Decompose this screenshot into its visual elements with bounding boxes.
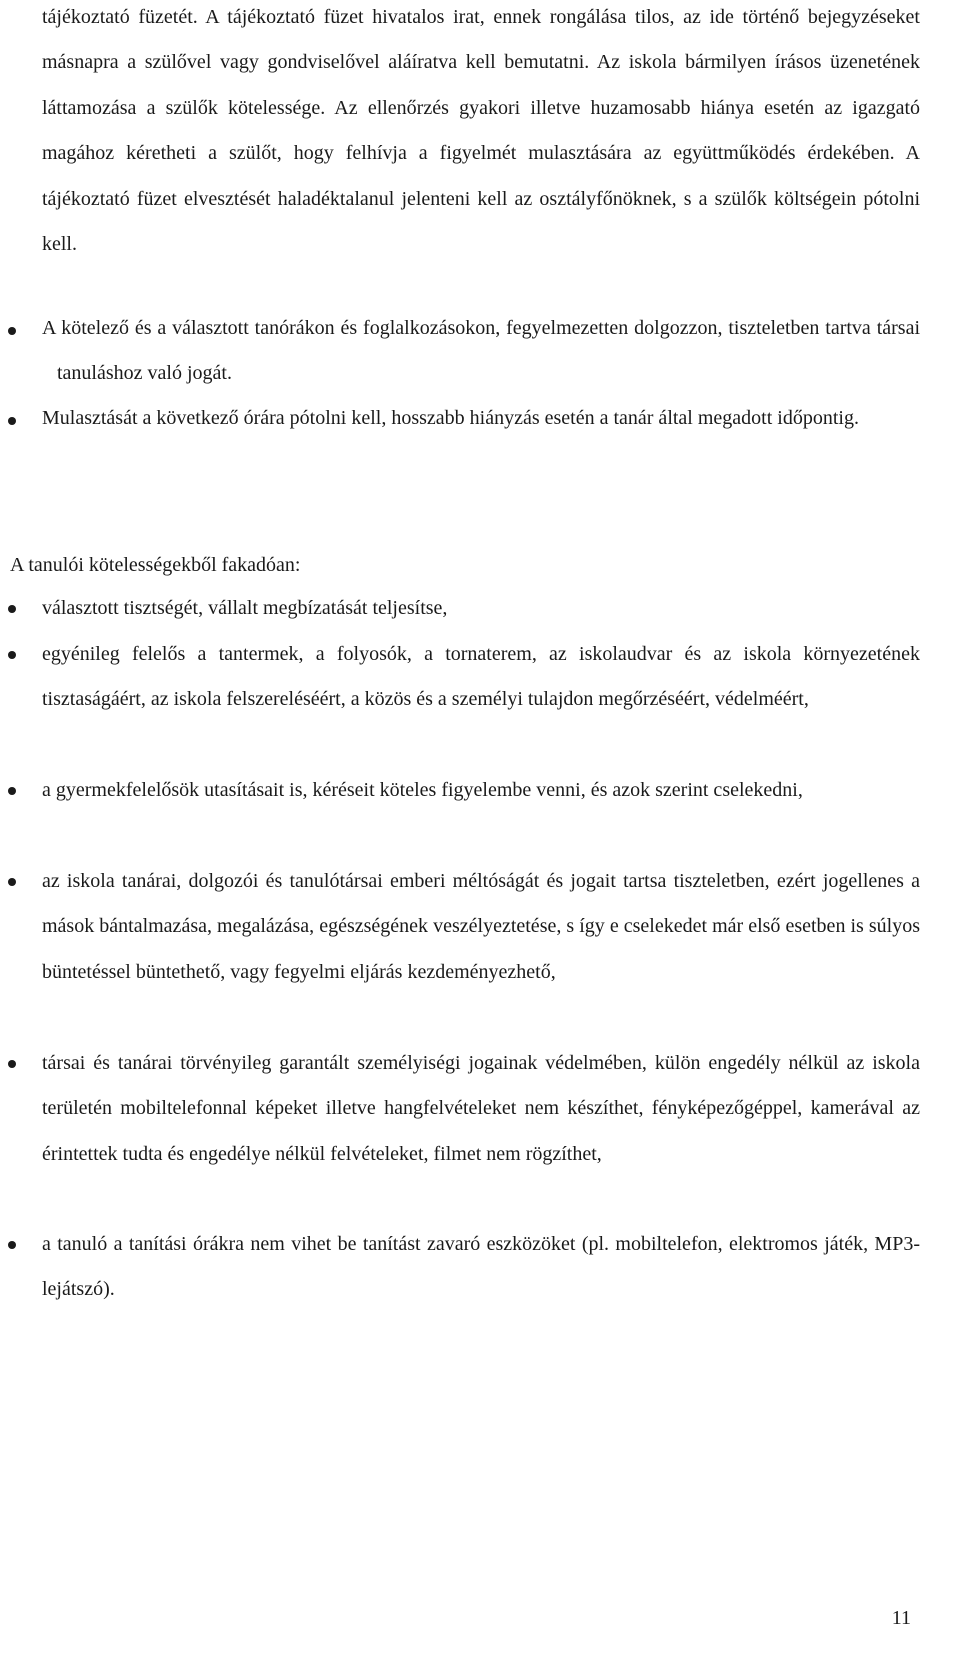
list-item-text: a tanuló a tanítási órákra nem vihet be tanítást zavaró eszközöket (pl. mobiltelefon, elektromos játék, MP3-lejátszó). [42, 1233, 920, 1301]
bullet-icon [8, 878, 16, 886]
bullet-icon [8, 417, 16, 425]
bullet-icon [8, 1241, 16, 1249]
list-item-text: választott tisztségét, vállalt megbízatását teljesítse, [42, 597, 448, 619]
list-item-text: Mulasztását a következő órára pótolni kell, hosszabb hiányzás esetén a tanár által megadott időpontig. [42, 407, 859, 429]
list-item-text: egyénileg felelős a tantermek, a folyosók, a tornaterem, az iskolaudvar és az iskola környezetének tisztaságáért, az iskola felszereléséért, a közös és a személyi tulajdon megőrzéséért, védelméért, [42, 643, 920, 711]
intro-paragraph [42, 0, 920, 267]
section-heading: A tanulói kötelességekből fakadóan: [10, 554, 301, 576]
list-item-text: az iskola tanárai, dolgozói és tanulótársai emberi méltóságát és jogait tartsa tiszteletben, ezért jogellenes a mások bántalmazása, megalázása, egészségének veszélyeztetése, s így e cselekedet már első esetben is súlyos büntetéssel büntethető, vagy fegyelmi eljárás kezdeményezhető, [42, 870, 920, 983]
intro-text: tájékoztató füzetét. A tájékoztató füzet hivatalos irat, ennek rongálása tilos, az ide történő bejegyzéseket másnapra a szülővel vagy gondviselővel aláíratva kell bemutatni. Az iskola bármilyen írásos üzenetének láttamozása a szülők kötelessége. Az ellenőrzés gyakori illetve huzamosabb hiánya esetén az igazgató magához kéretheti a szülőt, hogy felhívja a figyelmét mulasztására az együttműködés érdekében. A tájékoztató füzet elvesztését haladéktalanul jelenteni kell az osztályfőnöknek, s a szülők költségein pótolni kell. [42, 6, 920, 256]
bullet-icon [8, 327, 16, 335]
list-item-text: társai és tanárai törvényileg garantált személyiségi jogainak védelmében, külön engedély nélkül az iskola területén mobiltelefonnal képeket illetve hangfelvételeket nem készíthet, fényképezőgéppel, kamerával az érintettek tudta és engedélye nélkül felvételeket, filmet nem rögzíthet, [42, 1052, 920, 1165]
bullet-icon [8, 1060, 16, 1068]
list-item-text: a gyermekfelelősök utasításait is, kéréseit köteles figyelembe venni, és azok szerint cselekedni, [42, 779, 803, 801]
bullet-icon [8, 787, 16, 795]
bullet-icon [8, 651, 16, 659]
list-item-text: A kötelező és a választott tanórákon és foglalkozásokon, fegyelmezetten dolgozzon, tiszteletben tartva társai tanuláshoz való jogát. [42, 317, 920, 385]
bullet-icon [8, 605, 16, 613]
page-number: 11 [891, 1607, 911, 1629]
